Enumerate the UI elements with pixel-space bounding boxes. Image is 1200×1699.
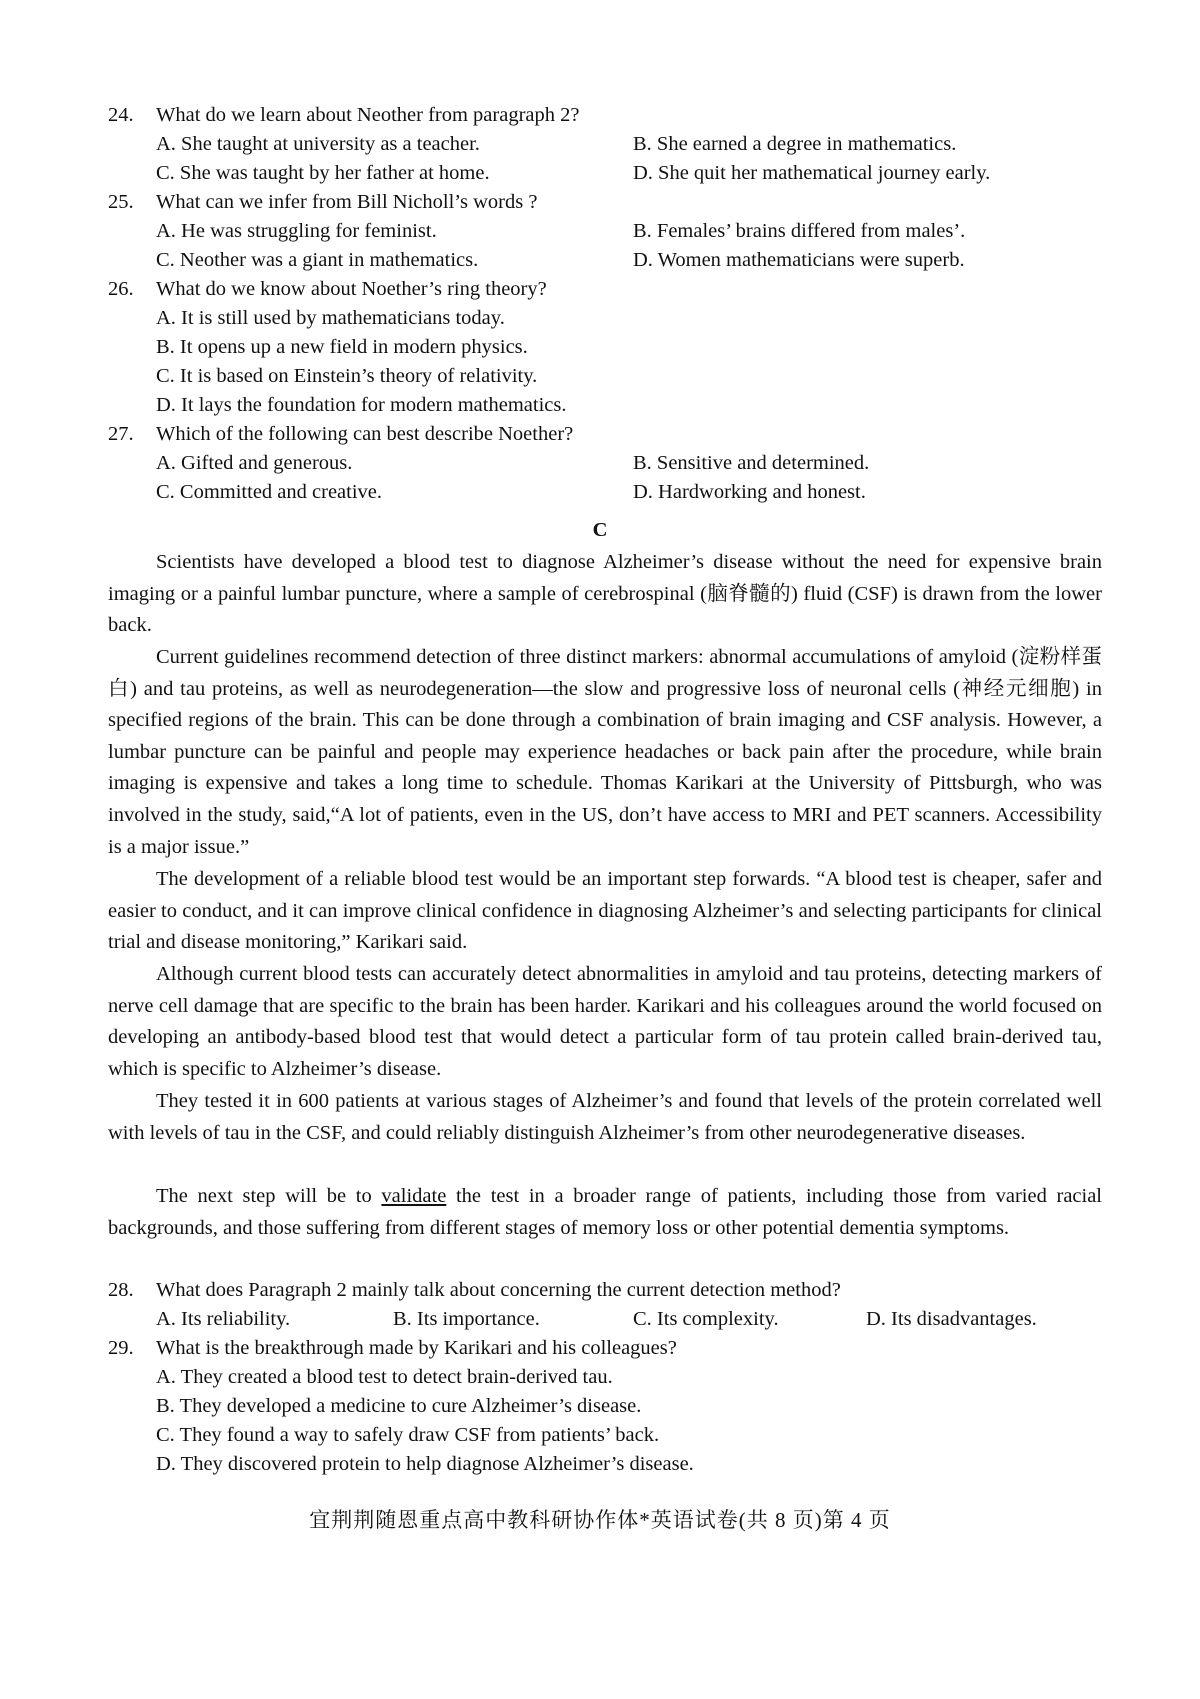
underlined-word: validate [381,1185,447,1207]
question-29: 29. What is the breakthrough made by Karikari and his colleagues? [108,1337,677,1359]
passage-paragraph-3: The development of a reliable blood test would be an important step forwards. “A blood test is cheaper, safer and easier to conduct, and it can improve clinical confidence in diagnosing Alzheimer’s and selecting participants for clinical trial and disease monitoring,” Karikari said. [108,868,1102,954]
option-29-a: A. They created a blood test to detect brain-derived tau. [156,1366,613,1388]
option-27-b: B. Sensitive and determined. [633,452,870,474]
option-26-c: C. It is based on Einstein’s theory of relativity. [156,365,538,387]
option-25-d: D. Women mathematicians were superb. [633,249,965,271]
option-28-c: C. Its complexity. [633,1308,779,1330]
section-heading: C [592,519,608,541]
option-25-b: B. Females’ brains differed from males’. [633,220,966,242]
passage-paragraph-1: Scientists have developed a blood test to diagnose Alzheimer’s disease without the need for expensive brain imaging or a painful lumbar puncture, where a sample of cerebrospinal (脑脊髓的) fluid (CSF) is drawn from the lower back. [108,551,1102,637]
option-27-d: D. Hardworking and honest. [633,481,866,503]
question-text: What does Paragraph 2 mainly talk about concerning the current detection method? [156,1279,841,1301]
question-25: 25. What can we infer from Bill Nicholl’s words ? [108,191,538,213]
option-29-b: B. They developed a medicine to cure Alzheimer’s disease. [156,1395,642,1417]
question-text: Which of the following can best describe Noether? [156,423,574,445]
option-24-d: D. She quit her mathematical journey early. [633,162,991,184]
option-28-d: D. Its disadvantages. [866,1308,1037,1330]
question-text: What do we know about Noether’s ring theory? [156,278,547,300]
option-24-a: A. She taught at university as a teacher. [156,133,480,155]
option-27-a: A. Gifted and generous. [156,452,353,474]
passage-paragraph-2: Current guidelines recommend detection of three distinct markers: abnormal accumulations of amyloid (淀粉样蛋白) and tau proteins, as well as neurodegeneration—the slow and progressive loss of neuronal cells (神经元细胞) in specified regions of the brain. This can be done through a combination of brain imaging and CSF analysis. However, a lumbar puncture can be painful and people may experience headaches or back pain after the procedure, while brain imaging is expensive and takes a long time to schedule. Thomas Karikari at the University of Pittsburgh, who was involved in the study, said,“A lot of patients, even in the US, don’t have access to MRI and PET scanners. Accessibility is a major issue.” [108,646,1102,858]
question-26: 26. What do we know about Noether’s ring theory? [108,278,547,300]
option-29-c: C. They found a way to safely draw CSF from patients’ back. [156,1424,660,1446]
passage-paragraph-6: The next step will be to validate the test in a broader range of patients, including those from varied racial backgrounds, and those suffering from different stages of memory loss or other potential dementia symptoms. [108,1185,1103,1239]
question-text: What is the breakthrough made by Karikari and his colleagues? [156,1337,677,1359]
question-27: 27. Which of the following can best describe Noether? [108,423,574,445]
option-28-a: A. Its reliability. [156,1308,291,1330]
option-29-d: D. They discovered protein to help diagnose Alzheimer’s disease. [156,1453,694,1475]
option-28-b: B. Its importance. [393,1308,540,1330]
passage-paragraph-4: Although current blood tests can accurately detect abnormalities in amyloid and tau proteins, detecting markers of nerve cell damage that are specific to the brain has been harder. Karikari and his colleagues around the world focused on developing an antibody-based blood test that would detect a particular form of tau protein called brain-derived tau, which is specific to Alzheimer’s disease. [108,963,1102,1080]
page-footer: 宜荆荆随恩重点高中教科研协作体*英语试卷(共 8 页)第 4 页 [309,1508,891,1532]
option-26-d: D. It lays the foundation for modern mathematics. [156,394,567,416]
option-26-a: A. It is still used by mathematicians today. [156,307,505,329]
question-28: 28. What does Paragraph 2 mainly talk about concerning the current detection method? [108,1279,841,1301]
passage-paragraph-5: They tested it in 600 patients at various stages of Alzheimer’s and found that levels of the protein correlated well with levels of tau in the CSF, and could reliably distinguish Alzheimer’s from other neurodegenerative diseases. [108,1090,1102,1144]
option-24-c: C. She was taught by her father at home. [156,162,490,184]
option-25-c: C. Neother was a giant in mathematics. [156,249,479,271]
option-25-a: A. He was struggling for feminist. [156,220,437,242]
question-24: 24. What do we learn about Neother from paragraph 2? [108,104,580,126]
question-text: What can we infer from Bill Nicholl’s words ? [156,191,538,213]
question-text: What do we learn about Neother from paragraph 2? [156,104,580,126]
option-26-b: B. It opens up a new field in modern physics. [156,336,528,358]
option-27-c: C. Committed and creative. [156,481,383,503]
option-24-b: B. She earned a degree in mathematics. [633,133,957,155]
